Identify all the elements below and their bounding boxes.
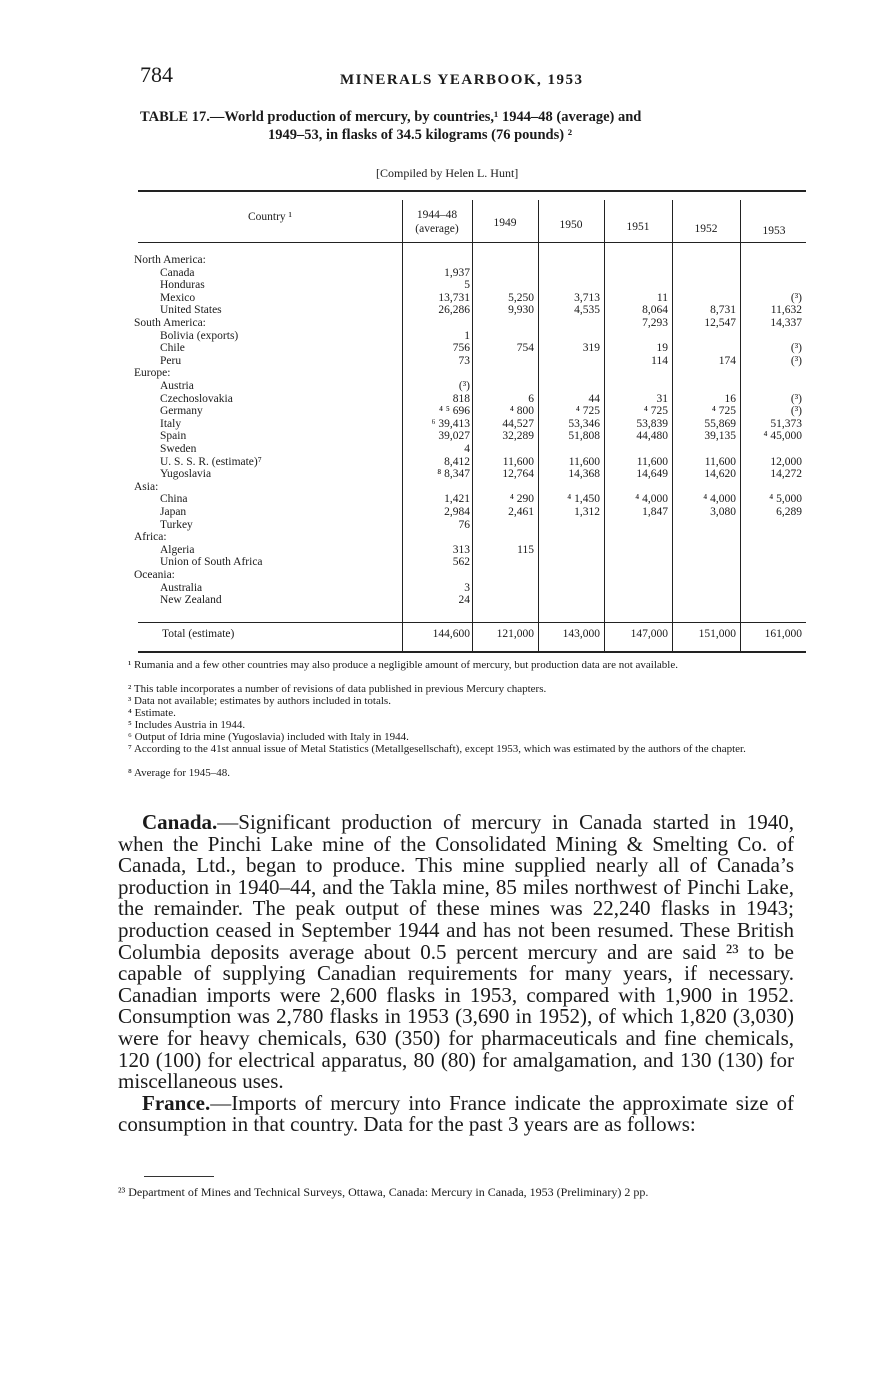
table-cell: 8,412 <box>444 455 470 468</box>
table-cell: 53,346 <box>568 417 600 430</box>
row-label: Asia: <box>134 480 159 493</box>
row-label: Africa: <box>134 531 167 544</box>
column-header-1950: 1950 <box>559 219 583 231</box>
table-cell: 12,000 <box>770 455 802 468</box>
row-label: Oceania: <box>134 569 175 581</box>
table-row <box>134 582 806 595</box>
table-footnote: ² This table incorporates a number of revisions of data published in previous Mercury chapters. <box>128 683 547 695</box>
column-header-1952: 1952 <box>694 223 718 235</box>
table-footnote: ³ Data not available; estimates by authors included in totals. <box>128 695 391 707</box>
table-cell: ⁶ 39,413 <box>431 417 470 430</box>
table-cell: 818 <box>452 392 470 405</box>
table-cell: ⁴ 1,450 <box>567 493 600 506</box>
table-row <box>134 355 806 368</box>
row-label: Mexico <box>160 291 196 304</box>
table-top-rule <box>138 190 806 192</box>
table-row <box>134 342 806 355</box>
total-value: 151,000 <box>698 628 736 640</box>
table-cell: 51,373 <box>770 417 802 430</box>
table-cell: (³) <box>790 405 802 418</box>
row-label: Honduras <box>160 279 205 292</box>
table-cell: 1,312 <box>574 506 600 518</box>
row-label: Europe: <box>134 367 171 380</box>
sidehead-france: France. <box>142 1090 211 1115</box>
row-label: Czechoslovakia <box>160 392 233 405</box>
row-label: China <box>160 493 188 506</box>
table-cell: 11,600 <box>636 455 668 468</box>
table-cell: ⁸ 8,347 <box>437 468 470 481</box>
table-row <box>134 556 806 569</box>
table-cell: 8,731 <box>710 304 736 317</box>
table-cell: ⁴ 800 <box>509 405 534 418</box>
france-text: —Imports of mercury into France indicate the approximate size of consumption in that country. Data for the past 3 years are as follows: <box>118 1090 794 1137</box>
table-cell: 44,480 <box>636 430 668 443</box>
table-row <box>134 267 806 280</box>
table-cell: 3,080 <box>710 506 736 518</box>
table-cell: 1,847 <box>642 506 668 518</box>
table-cell: 3,713 <box>574 291 600 304</box>
table-cell: 756 <box>452 342 470 355</box>
row-label: Japan <box>160 506 187 518</box>
table-row <box>134 544 806 557</box>
table-cell: 6,289 <box>776 506 802 518</box>
table-cell: 6 <box>528 392 534 405</box>
table-row <box>134 418 806 431</box>
table-cell: 114 <box>651 354 668 367</box>
body-text <box>118 812 794 1136</box>
table-cell: (³) <box>790 291 802 304</box>
column-header-1944-48: 1944–48 (average) <box>415 209 459 235</box>
row-label: Peru <box>160 354 182 367</box>
table-cell: 55,869 <box>704 417 736 430</box>
table-caption <box>140 108 812 144</box>
footnote-rule <box>144 1176 214 1177</box>
table-cell: 11,600 <box>704 455 736 468</box>
row-label: Italy <box>160 417 182 430</box>
table-row <box>134 531 806 544</box>
row-label: U. S. S. R. (estimate)⁷ <box>160 455 262 468</box>
row-label: Union of South Africa <box>160 556 263 569</box>
table-cell: 9,930 <box>508 304 534 317</box>
column-header-1953: 1953 <box>762 225 786 237</box>
table-cell: 14,337 <box>770 317 802 329</box>
row-label: Austria <box>160 380 194 392</box>
row-label: South America: <box>134 317 206 329</box>
table-footnote: ¹ Rumania and a few other countries may also produce a negligible amount of mercury, but production data are not available. <box>128 659 678 671</box>
table-cell: ⁴ 45,000 <box>763 430 802 443</box>
table-row <box>134 304 806 317</box>
table-cell: ⁴ 5,000 <box>769 493 802 506</box>
table-cell: 11,600 <box>568 455 600 468</box>
table-cell: (³) <box>790 354 802 367</box>
table-cell: 8,064 <box>642 304 668 317</box>
table-caption-line1: TABLE 17.—World production of mercury, by countries,¹ 1944–48 (average) and <box>140 109 642 125</box>
table-row <box>134 493 806 506</box>
paragraph-canada <box>118 812 794 1093</box>
canada-text: —Significant production of mercury in Canada started in 1940, when the Pinchi Lake mine of the Consolidated Mining & Smelting Co. of Canada, Ltd., began to produce. This mine supplied nearly all of Canada’s production in 1940–44, and the Takla mine, 85 miles northwest of Pinchi Lake, the remainder. The peak output of these mines was 22,240 flasks in 1943; production ceased in September 1944 and has not been resumed. These British Columbia deposits average about 0.5 percent mercury and are said ²³ to be capable of supplying Canadian requirements for many years, if necessary. Canadian imports were 2,600 flasks in 1953, compared with 1,900 in 1952. Consumption was 2,780 flasks in 1953 (3,690 in 1952), of which 1,820 (3,030) were for heavy chemicals, 630 (350) for pharmaceuticals and fine chemicals, 120 (100) for electrical apparatus, 80 (80) for amalgamation, and 130 (130) for miscellaneous uses. <box>118 810 794 1094</box>
row-label: United States <box>160 304 222 317</box>
table-footnote: ⁷ According to the 41st annual issue of Metal Statistics (Metallgesellschaft), except 1953, which was estimated by the authors of the chapter. <box>128 743 746 755</box>
table-cell: 2,461 <box>508 506 534 518</box>
table-bottom-rule <box>138 651 806 653</box>
paragraph-france <box>118 1090 794 1137</box>
table-cell: 24 <box>458 594 470 607</box>
total-value: 121,000 <box>496 628 534 640</box>
table-row <box>134 569 806 582</box>
table-cell: 7,293 <box>642 317 668 329</box>
row-label: Chile <box>160 342 185 355</box>
table-cell: 73 <box>458 354 470 367</box>
table-cell: ⁴ 725 <box>643 405 668 418</box>
row-label: Spain <box>160 430 187 443</box>
table-footnote: ⁵ Includes Austria in 1944. <box>128 719 246 731</box>
page-footnote: ²³ Department of Mines and Technical Surveys, Ottawa, Canada: Mercury in Canada, 1953 (Preliminary) 2 pp. <box>118 1185 649 1199</box>
table-cell: 44,527 <box>502 417 534 430</box>
table-row <box>134 317 806 330</box>
table-cell: 76 <box>458 518 470 531</box>
table-cell: 174 <box>718 354 736 367</box>
row-label: Yugoslavia <box>160 468 212 481</box>
row-label: Algeria <box>160 543 195 556</box>
table-cell: 44 <box>588 392 600 405</box>
table-row <box>134 330 806 343</box>
table-row <box>134 506 806 519</box>
table-cell: 16 <box>724 392 736 405</box>
table-cell: 12,547 <box>704 317 736 329</box>
table-cell: 2,984 <box>444 506 470 518</box>
table-row <box>134 443 806 456</box>
row-label: Canada <box>160 266 195 279</box>
table-row <box>134 594 806 607</box>
table-cell: 115 <box>517 543 534 556</box>
table-row <box>134 380 806 393</box>
table-footnote: ⁶ Output of Idria mine (Yugoslavia) included with Italy in 1944. <box>128 731 409 743</box>
row-label: Australia <box>160 581 203 594</box>
table-row <box>134 405 806 418</box>
sidehead-canada: Canada. <box>142 810 218 834</box>
table-row <box>134 393 806 406</box>
table-cell: 1 <box>464 329 470 342</box>
table-cell: 5 <box>464 279 470 292</box>
table-row <box>134 519 806 532</box>
table-cell: 14,649 <box>636 468 668 481</box>
table-row <box>134 430 806 443</box>
row-label: Turkey <box>160 518 193 531</box>
table-cell: 14,368 <box>568 468 600 481</box>
table-row <box>134 481 806 494</box>
table-cell: 1,421 <box>444 493 470 506</box>
column-header-1951: 1951 <box>626 221 650 233</box>
table-cell: 12,764 <box>502 468 534 481</box>
total-value: 161,000 <box>764 628 802 640</box>
table-cell: 319 <box>582 342 600 355</box>
table-cell: (³) <box>790 392 802 405</box>
total-value: 144,600 <box>432 628 470 640</box>
table-row <box>134 468 806 481</box>
row-label: Sweden <box>160 443 197 455</box>
table-cell: 26,286 <box>438 304 470 317</box>
running-head: MINERALS YEARBOOK, 1953 <box>340 72 584 88</box>
table-cell: 11 <box>656 291 668 304</box>
table-row <box>134 456 806 469</box>
table-cell: (³) <box>458 380 470 392</box>
table-row <box>134 292 806 305</box>
table-cell: 313 <box>452 543 470 556</box>
total-label: Total (estimate) <box>162 628 235 640</box>
table-cell: 5,250 <box>508 291 534 304</box>
table-cell: 11,632 <box>770 304 802 317</box>
row-label: North America: <box>134 254 206 266</box>
table-cell: 4 <box>464 443 470 455</box>
table-cell: (³) <box>790 342 802 355</box>
table-cell: 32,289 <box>502 430 534 443</box>
table-cell: ⁴ 725 <box>711 405 736 418</box>
table-cell: 53,839 <box>636 417 668 430</box>
table-row <box>134 254 806 267</box>
table-cell: ⁴ 4,000 <box>635 493 668 506</box>
table-cell: 562 <box>452 556 470 569</box>
table-cell: 39,135 <box>704 430 736 443</box>
table-cell: ⁴ ⁵ 696 <box>438 405 470 418</box>
table-cell: 19 <box>656 342 668 355</box>
column-header-country: Country ¹ <box>247 211 293 223</box>
table-cell: 31 <box>656 392 668 405</box>
table-footnote: ⁴ Estimate. <box>128 707 176 719</box>
table-cell: 754 <box>516 342 534 355</box>
table-row <box>134 367 806 380</box>
table-cell: 13,731 <box>438 291 470 304</box>
table-cell: ⁴ 725 <box>575 405 600 418</box>
table-cell: 1,937 <box>444 266 470 279</box>
row-label: Bolivia (exports) <box>160 329 239 342</box>
page-number: 784 <box>140 62 173 87</box>
total-value: 147,000 <box>630 628 668 640</box>
table-footnote: ⁸ Average for 1945–48. <box>128 767 230 779</box>
table-cell: 14,620 <box>704 468 736 481</box>
table-cell: ⁴ 4,000 <box>703 493 736 506</box>
table-cell: 39,027 <box>438 430 470 443</box>
table-caption-line2: 1949–53, in flasks of 34.5 kilograms (76 pounds) ² <box>268 127 573 143</box>
table-cell: 4,535 <box>574 304 600 317</box>
row-label: Germany <box>160 405 203 418</box>
column-header-1949: 1949 <box>493 217 517 229</box>
table-compiled-by: [Compiled by Helen L. Hunt] <box>376 166 519 180</box>
table-cell: 51,808 <box>568 430 600 443</box>
table-cell: 14,272 <box>770 468 802 481</box>
total-value: 143,000 <box>562 628 600 640</box>
table-cell: 11,600 <box>502 455 534 468</box>
row-label: New Zealand <box>160 594 222 607</box>
table-cell: ⁴ 290 <box>509 493 534 506</box>
table-row <box>134 279 806 292</box>
table-cell: 3 <box>464 581 470 594</box>
